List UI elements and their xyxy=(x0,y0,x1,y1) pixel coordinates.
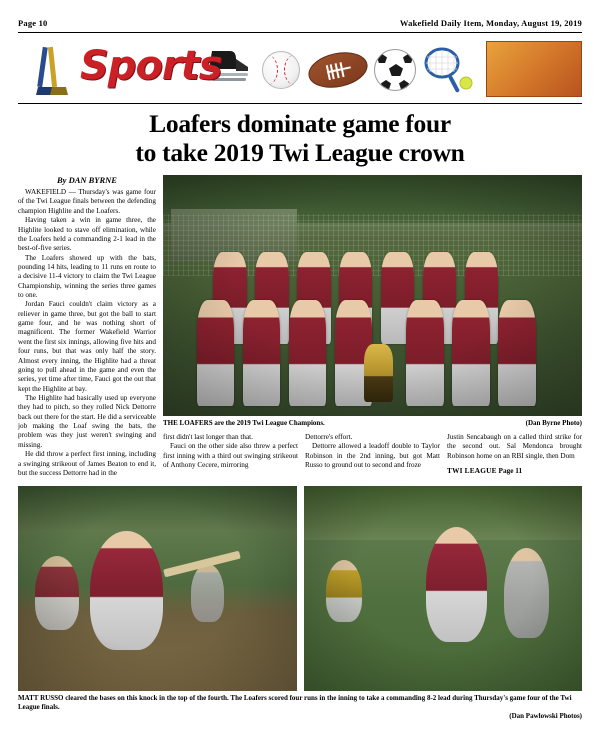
banner-divider xyxy=(18,103,582,104)
jump-line[interactable] xyxy=(447,466,582,475)
story-paragraph: He did throw a perfect first inning, including a swinging strikeout of James Beaton to end it, but the success Dettorre had in the xyxy=(18,450,156,477)
masthead xyxy=(18,18,582,32)
story-paragraph: Fauci on the other side also threw a perfect first inning with a third out swinging strikeout of Anthony Cecere, mirroring xyxy=(163,442,298,469)
team-photo-caption xyxy=(163,419,582,428)
page-number-label: Page 10 xyxy=(18,18,48,28)
byline: By DAN BYRNE xyxy=(57,175,117,186)
story-paragraph: Justin Sencabaugh on a called third strike for the second out. Sal Mendonca brought Robinson home on an RBI single, then Dom xyxy=(447,432,582,460)
masthead-divider xyxy=(18,32,582,33)
continued-column-1 xyxy=(163,433,298,475)
caption-text: THE LOAFERS are the 2019 Twi League Champions. xyxy=(163,419,325,428)
story-paragraph: Having taken a win in game three, the Highlite looked to stave off elimination, while the Loafers held a commanding 2-1 lead in the best-of-five series. xyxy=(18,216,156,253)
section-title: Sports xyxy=(80,43,222,89)
outfielder-photo xyxy=(304,486,583,691)
bottom-photo-caption xyxy=(18,694,582,721)
story-paragraph: WAKEFIELD — Thursday's was game four of the Twi League finals between the defending champion Highlite and the Loafers. xyxy=(18,188,156,215)
sports-banner xyxy=(18,39,582,101)
story-paragraph: Dettorre allowed a leadoff double to Taylor Robinson in the 2nd inning, but got Matt Russo to ground out to second and froze xyxy=(305,442,440,469)
photo-credit: (Dan Pawlowski Photos) xyxy=(509,712,582,721)
batter-photo xyxy=(18,486,297,691)
runner-icon xyxy=(486,41,582,97)
continued-columns xyxy=(163,433,582,475)
soccer-ball-icon xyxy=(374,49,416,91)
football-icon xyxy=(305,47,371,93)
story-paragraph: Dettorre's effort. xyxy=(305,432,353,441)
jump-page: Page 11 xyxy=(498,465,523,475)
story-paragraph: first didn't last longer than that. xyxy=(163,432,253,441)
left-text-column xyxy=(18,175,156,478)
caption-text: MATT RUSSO cleared the bases on this knock in the top of the fourth. The Loafers scored four runs in the inning to take a commanding 8-2 lead during Thursday's game four of the Twi League finals. xyxy=(18,694,572,712)
story-paragraph: Jordan Fauci couldn't claim victory as a reliever in game three, but got the ball to start game four, and he was nothing short of magnificent. The former Wakefield Warrior went the first six innings, allowing five hits and four runs, but that was only half the story. Almost every inning, the Highlite had a threat going to pull ahead in the game and even the series, yet time after time, Fauci got the out that kept the Highlite at bay. xyxy=(18,300,156,393)
bottom-photo-row xyxy=(18,486,582,691)
right-main-column xyxy=(163,175,582,478)
continued-column-3 xyxy=(447,433,582,475)
hockey-stick-icon xyxy=(36,45,74,97)
continued-column-2 xyxy=(305,433,440,475)
baseball-icon xyxy=(262,51,300,89)
story-paragraph: The Loafers showed up with the bats, pounding 14 hits, leading to 11 runs en route to a decisive 11-4 victory to claim the Twi League Championship, winning the series three games to one. xyxy=(18,253,156,300)
jump-label: TWI LEAGUE xyxy=(447,465,497,475)
publication-label: Wakefield Daily Item, Monday, August 19, 2019 xyxy=(399,18,582,28)
story-paragraph: The Highlite had basically used up everyone they had to pitch, so they rolled Nick Dettorre back out there for the start. He did a serviceable job making the Loaf swing the bats, the problem was they just weren't swinging and missing. xyxy=(18,394,156,449)
page-headline xyxy=(18,110,582,167)
team-photo xyxy=(163,175,582,416)
headline-line-2: to take 2019 Twi League crown xyxy=(135,137,465,167)
headline-line-1: Loafers dominate game four xyxy=(149,109,451,138)
article-body xyxy=(18,175,582,478)
photo-credit: (Dan Byrne Photo) xyxy=(525,419,582,428)
tennis-racket-icon xyxy=(422,45,474,95)
